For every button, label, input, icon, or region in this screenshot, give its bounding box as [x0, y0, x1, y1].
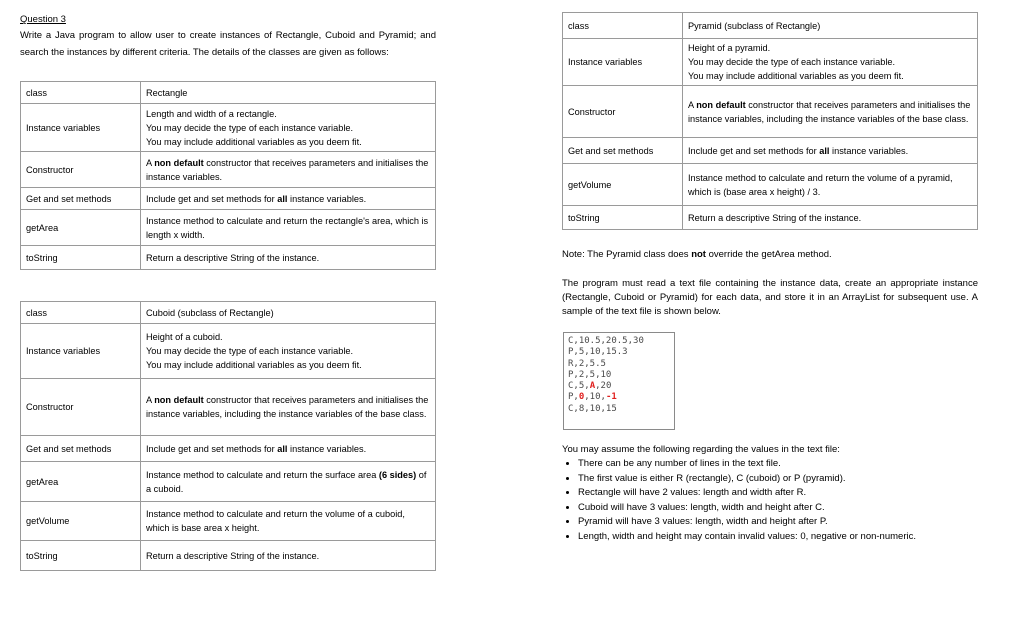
cuboid-table: [20, 301, 436, 571]
table-row: [21, 246, 436, 270]
row-key: Instance variables: [21, 324, 141, 379]
row-key: class: [21, 302, 141, 324]
value-line: You may include additional variables as you deem fit.: [146, 360, 362, 370]
row-key: Constructor: [563, 86, 683, 138]
row-value: Pyramid (subclass of Rectangle): [683, 13, 978, 39]
row-value: Return a descriptive String of the instance.: [141, 246, 436, 270]
sample-line: C,10.5,20.5,30: [568, 336, 644, 346]
sample-line: P,5,10,15.3: [568, 347, 628, 358]
row-value: Return a descriptive String of the instance.: [683, 206, 978, 230]
row-key: getArea: [21, 210, 141, 246]
row-key: toString: [563, 206, 683, 230]
row-value: [141, 324, 436, 379]
value-line: Height of a cuboid.: [146, 332, 223, 342]
bold-text: all: [819, 145, 830, 156]
table-row: [563, 86, 978, 138]
table-row: [21, 152, 436, 188]
sample-line: P,2,5,10: [568, 369, 612, 380]
bold-text: all: [277, 443, 288, 454]
text: instance variables.: [287, 443, 367, 454]
table-row: [21, 188, 436, 210]
row-key: Constructor: [21, 152, 141, 188]
bold-text: non default: [154, 157, 204, 168]
row-key: Get and set methods: [563, 138, 683, 164]
text: Include get and set methods for: [146, 443, 278, 454]
pyramid-table: [562, 12, 978, 230]
row-value: [683, 39, 978, 86]
row-value: Rectangle: [141, 82, 436, 104]
text: constructor that receives parameters and initialises the instance variables, including the instance variables of the base class.: [146, 395, 429, 419]
row-value: [683, 86, 978, 138]
table-row: [21, 462, 436, 502]
row-key: getVolume: [563, 164, 683, 206]
text: Instance method to calculate and return the surface area: [146, 469, 379, 480]
text: C,5,: [568, 381, 590, 392]
sample-line: C,8,10,15: [568, 403, 617, 414]
bold-text: non default: [696, 99, 746, 110]
row-value: [141, 436, 436, 462]
list-item: • The first value is either R (rectangle), C (cuboid) or P (pyramid).: [578, 472, 992, 487]
invalid-value: 0: [578, 392, 585, 403]
row-value: Instance method to calculate and return the rectangle's area, which is length x width.: [141, 210, 436, 246]
table-row: [563, 13, 978, 39]
text: A: [146, 157, 155, 168]
text: Include get and set methods for: [146, 193, 278, 204]
row-value: [141, 462, 436, 502]
row-key: Instance variables: [563, 39, 683, 86]
row-key: Constructor: [21, 379, 141, 436]
value-line: You may include additional variables as you deem fit.: [146, 136, 362, 147]
table-row: [563, 164, 978, 206]
table-row: [563, 138, 978, 164]
text: constructor that receives parameters and initialises the instance variables, including the instance variables of the base class.: [688, 99, 971, 124]
sample-line: R,2,5.5: [568, 358, 606, 369]
list-item: • Length, width and height may contain invalid values: 0, negative or non-numeric.: [578, 530, 992, 545]
assumptions-intro: You may assume the following regarding the values in the text file:: [562, 444, 840, 455]
row-key: Get and set methods: [21, 436, 141, 462]
value-line: Height of a pyramid.: [688, 43, 771, 53]
table-row: [563, 206, 978, 230]
sample-line: [568, 392, 670, 403]
text: of a cuboid.: [146, 469, 427, 494]
bold-text: all: [277, 193, 288, 204]
row-value: [683, 138, 978, 164]
text: A: [146, 395, 155, 405]
text: instance variables.: [829, 145, 909, 156]
sample-text-file: [563, 332, 675, 430]
row-key: class: [21, 82, 141, 104]
table-row: [563, 39, 978, 86]
row-value: [141, 152, 436, 188]
row-key: class: [563, 13, 683, 39]
table-row: [21, 324, 436, 379]
value-line: You may decide the type of each instance variable.: [146, 346, 354, 356]
row-value: Cuboid (subclass of Rectangle): [141, 302, 436, 324]
table-row: [21, 302, 436, 324]
table-row: [21, 541, 436, 571]
list-item: • Cuboid will have 3 values: length, width and height after C.: [578, 501, 992, 516]
row-value: Return a descriptive String of the instance.: [141, 541, 436, 571]
table-row: [21, 210, 436, 246]
text: A: [688, 99, 697, 110]
assumptions: [562, 444, 992, 545]
table-row: [21, 82, 436, 104]
row-key: Instance variables: [21, 104, 141, 152]
text: ,10,: [584, 392, 606, 403]
table-row: [21, 502, 436, 541]
text: Note: The Pyramid class does: [562, 249, 692, 260]
text: ,20: [595, 381, 612, 392]
note-text: [562, 249, 978, 260]
text: instance variables.: [287, 193, 367, 204]
value-line: Length and width of a rectangle.: [146, 108, 277, 119]
row-value: Instance method to calculate and return the volume of a cuboid, which is base area x height.: [141, 502, 436, 541]
value-line: You may include additional variables as you deem fit.: [688, 71, 904, 81]
sample-line: [568, 381, 670, 392]
invalid-value: -1: [605, 392, 617, 403]
text: constructor that receives parameters and initialises the instance variables.: [146, 157, 429, 182]
table-row: [21, 436, 436, 462]
table-row: [21, 104, 436, 152]
assumptions-list: [562, 457, 992, 545]
rectangle-table: [20, 81, 436, 270]
bold-text: not: [691, 249, 706, 260]
question-intro: Write a Java program to allow user to create instances of Rectangle, Cuboid and Pyramid; and search the instances by different criteria. The details of the classes are given as follows:: [20, 30, 436, 58]
list-item: • There can be any number of lines in the text file.: [578, 457, 992, 472]
text: P,: [568, 392, 579, 403]
row-key: toString: [21, 541, 141, 571]
list-item: • Pyramid will have 3 values: length, width and height after P.: [578, 515, 992, 530]
text: override the getArea method.: [705, 249, 832, 260]
program-description: The program must read a text file containing the instance data, create an appropriate instance (Rectangle, Cuboid or Pyramid) for each data, and store it in an ArrayList for subsequent use. A sample of the text file is shown below.: [562, 278, 978, 317]
row-key: Get and set methods: [21, 188, 141, 210]
table-row: [21, 379, 436, 436]
row-value: [141, 104, 436, 152]
row-key: toString: [21, 246, 141, 270]
row-value: Instance method to calculate and return the volume of a pyramid, which is (base area x height) / 3.: [683, 164, 978, 206]
bold-text: (6 sides): [378, 469, 417, 480]
invalid-value: A: [589, 381, 596, 392]
question-title: Question 3: [20, 14, 66, 25]
text: Include get and set methods for: [688, 145, 820, 156]
bold-text: non default: [154, 395, 204, 405]
row-value: [141, 188, 436, 210]
value-line: You may decide the type of each instance variable.: [146, 122, 354, 133]
row-value: [141, 379, 436, 436]
row-key: getVolume: [21, 502, 141, 541]
value-line: You may decide the type of each instance variable.: [688, 57, 896, 67]
row-key: getArea: [21, 462, 141, 502]
list-item: • Rectangle will have 2 values: length and width after R.: [578, 486, 992, 501]
